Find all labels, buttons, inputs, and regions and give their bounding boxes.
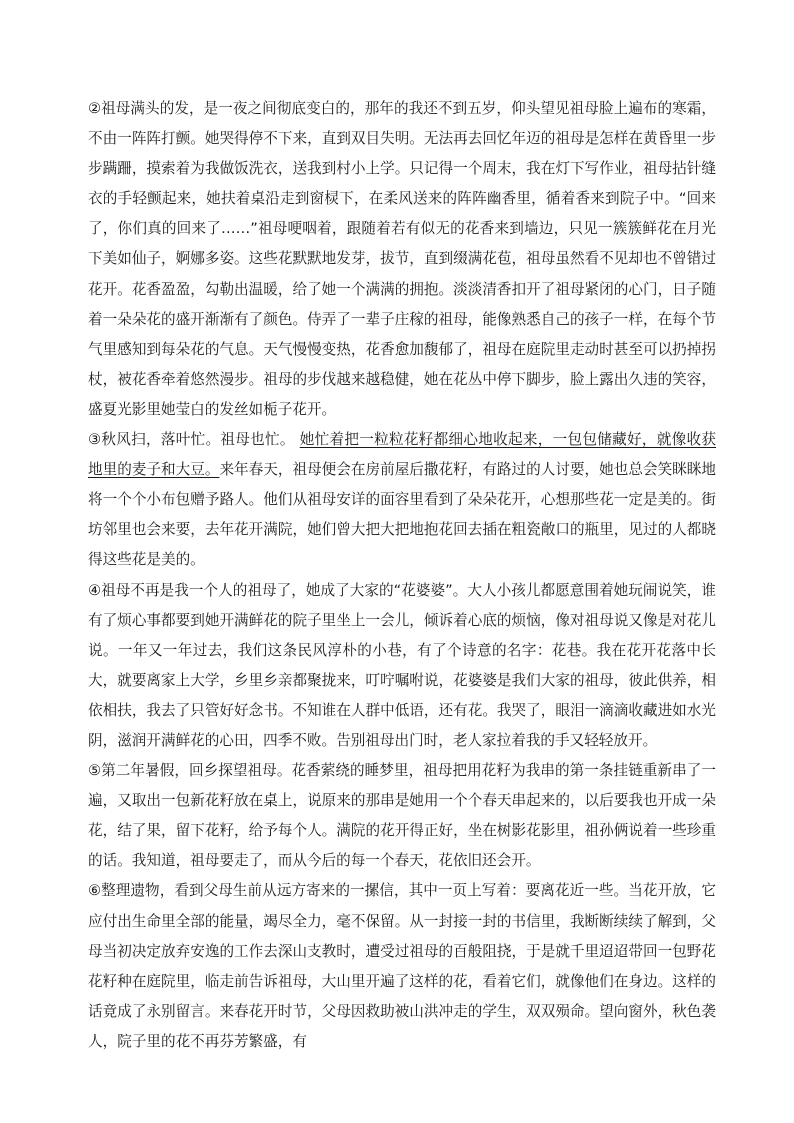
paragraph-3: [88, 425, 716, 575]
paragraph-3-underlined-sentence: 她忙着把一粒粒花籽都细心地收起来，一包包储藏好，就像收获地里的麦子和大豆。: [88, 431, 717, 479]
article-body: [88, 94, 716, 1057]
paragraph-6: ⑥整理遗物，看到父母生前从远方寄来的一摞信，其中一页上写着：要离花近一些。当花开放，它应付出生命里全部的能量，竭尽全力，毫不保留。从一封接一封的书信里，我断断续续了解到，父母当初决定放弃安逸的工作去深山支教时，遭受过祖母的百般阻挠，于是就千里迢迢带回一包野花花籽种在庭院里，临走前告诉祖母，大山里开遍了这样的花，看着它们，就像他们在身边。这样的话竟成了永别留言。来春花开时节，父母因救助被山洪冲走的学生，双双殒命。望向窗外，秋色袭人，院子里的花不再芬芳繁盛，有: [88, 882, 716, 1050]
paragraph-2: ②祖母满头的发，是一夜之间彻底变白的，那年的我还不到五岁，仰头望见祖母脸上遍布的寒霜，不由一阵阵打颤。她哭得停不下来，直到双目失明。无法再去回忆年迈的祖母是怎样在黄昏里一步步蹒跚，摸索着为我做饭洗衣，送我到村小上学。只记得一个周末，我在灯下写作业，祖母拈针缝衣的手轻颤起来，她扶着桌沿走到窗棂下，在柔风送来的阵阵幽香里，循着香来到院子中。“回来了，你们真的回来了……”祖母哽咽着，跟随着若有似无的花香来到墙边，只见一簇簇鲜花在月光下美如仙子，婀娜多姿。这些花默默地发芽，拔节，直到缀满花苞，祖母虽然看不见却也不曾错过花开。花香盈盈，勾勒出温暖，给了她一个满满的拥抱。淡淡清香扣开了祖母紧闭的心门，日子随着一朵朵花的盛开渐渐有了颜色。侍弄了一辈子庄稼的祖母，能像熟悉自己的孩子一样，在每个节气里感知到每朵花的气息。天气慢慢变热，花香愈加馥郁了，祖母在庭院里走动时甚至可以扔掉拐杖，被花香牵着悠然漫步。祖母的步伐越来越稳健，她在花丛中停下脚步，脸上露出久违的笑容，盛夏光影里她莹白的发丝如栀子花开。: [88, 100, 716, 418]
paragraph-4: ④祖母不再是我一个人的祖母了，她成了大家的“花婆婆”。大人小孩儿都愿意围着她玩闹说笑，谁有了烦心事都要到她开满鲜花的院子里坐上一会儿，倾诉着心底的烦恼，像对祖母说又像是对花儿说。一年又一年过去，我们这条民风淳朴的小巷，有了个诗意的名字：花巷。我在花开花落中长大，就要离家上大学，乡里乡亲都聚拢来，叮咛嘱咐说，花婆婆是我们大家的祖母，彼此供养，相依相扶，我去了只管好好念书。不知谁在人群中低语，还有花。我哭了，眼泪一滴滴收藏进如水光阴，滋润开满鲜花的心田，四季不败。告别祖母出门时，老人家拉着我的手又轻轻放开。: [88, 581, 716, 749]
paragraph-3-tail: 来年春天，祖母便会在房前屋后撒花籽，有路过的人讨要，她也总会笑眯眯地将一个个小布包赠予路人。他们从祖母安详的面容里看到了朵朵花开，心想那些花一定是美的。街坊邻里也会来要，去年花开满院，她们曾大把大把地抱花回去插在粗瓷敞口的瓶里，见过的人都晓得这些花是美的。: [88, 461, 716, 569]
paragraph-5: ⑤第二年暑假，回乡探望祖母。花香萦绕的睡梦里，祖母把用花籽为我串的第一条挂链重新串了一遍，又取出一包新花籽放在桌上，说原来的那串是她用一个个春天串起来的，以后要我也开成一朵花，结了果，留下花籽，给予每个人。满院的花开得正好，坐在树影花影里，祖孙俩说着一些珍重的话。我知道，祖母要走了，而从今后的每一个春天，花依旧还会开。: [88, 762, 716, 870]
paragraph-3-lead: ③秋风扫，落叶忙。祖母也忙。: [88, 431, 295, 449]
